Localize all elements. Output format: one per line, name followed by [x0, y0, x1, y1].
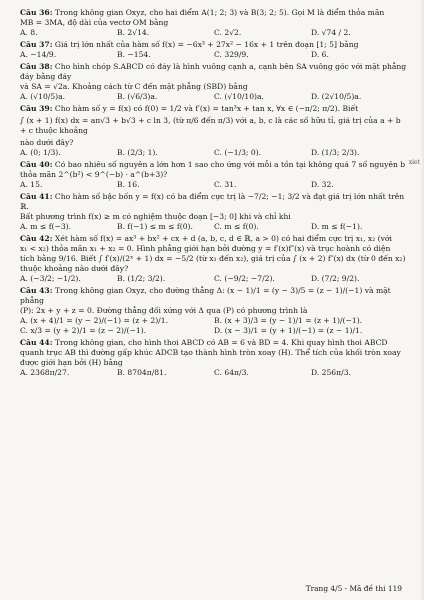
question-37: [20, 40, 408, 60]
question-label: Câu 39:: [20, 104, 53, 113]
option-c: C. 31.: [214, 180, 237, 189]
question-label: Câu 37:: [20, 40, 53, 49]
option-d: D. 6.: [311, 50, 329, 59]
question-text: quanh trục AB thì đường gấp khúc ADCB tạo thành hình tròn xoay (H). Thể tích của khối tròn xoay: [20, 348, 401, 357]
question-text: Có bao nhiêu số nguyên a lớn hơn 1 sao cho ứng với mỗi a tồn tại không quá 7 số nguyên b: [54, 160, 406, 169]
option-c: C. (−1/3; 0).: [214, 148, 262, 157]
option-a: A. (√10/5)a.: [20, 92, 66, 101]
question-label: Câu 38:: [20, 62, 53, 71]
margin-note: xiet: [408, 159, 420, 166]
option-b: B. (√6/3)a.: [117, 92, 158, 101]
option-c: C. x/3 = (y + 2)/1 = (z − 2)/(−1).: [20, 326, 147, 335]
question-text: Trong không gian Oxyz, cho đường thẳng Δ: (x − 1)/1 = (y − 3)/5 = (z − 1)/(−1) và mặt phẳng: [20, 286, 391, 305]
question-text: được giới hạn bởi (H) bằng: [20, 358, 123, 367]
option-d: D. 32.: [311, 180, 334, 189]
question-text: nào dưới đây?: [20, 138, 74, 147]
question-text: MB = 3MA, độ dài của vectơ OM bằng: [20, 18, 169, 27]
question-text: Giá trị lớn nhất của hàm số f(x) = −6x³ + 27x² − 16x + 1 trên đoạn [1; 5] bằng: [54, 40, 359, 49]
question-41: [20, 192, 408, 232]
option-b: B. (1/2; 3/2).: [117, 274, 166, 283]
option-a: A. 8.: [20, 28, 38, 37]
option-c: C. 2√2.: [214, 28, 242, 37]
options-row: [20, 274, 408, 284]
option-b: B. (x + 3)/3 = (y − 1)/1 = (z + 1)/(−1).: [214, 316, 363, 325]
option-b: B. 16.: [117, 180, 140, 189]
question-label: Câu 43:: [20, 286, 53, 295]
options-row: [20, 28, 408, 38]
question-label: Câu 40:: [20, 160, 53, 169]
option-a: A. (−3/2; −1/2).: [20, 274, 81, 283]
options-row: [20, 92, 408, 102]
option-c: C. (−9/2; −7/2).: [214, 274, 275, 283]
option-d: D. √74 / 2.: [311, 28, 351, 37]
options-row: [20, 180, 408, 190]
options-row: [20, 50, 408, 60]
question-38: [20, 62, 408, 102]
question-text: Bất phương trình f(x) ≥ m có nghiệm thuộc đoạn [−3; 0] khi và chỉ khi: [20, 212, 291, 221]
question-text: tích bằng 9/16. Biết ∫ f′(x)/(2ˣ + 1) dx = −5/2 (từ x₁ đến x₂), giá trị của ∫ (x + 2) f″(x) dx (từ 0 đến x₂) thuộc khoảng nào dưới đây?: [20, 254, 406, 273]
question-40: [20, 160, 408, 190]
question-text: Trong không gian, cho hình thoi ABCD có AB = 6 và BD = 4. Khi quay hình thoi ABCD: [54, 338, 388, 347]
option-a: A. (x + 4)/1 = (y − 2)/(−1) = (z + 2)/1.: [20, 316, 168, 325]
option-d: D. (7/2; 9/2).: [311, 274, 360, 283]
option-c: C. (√10/10)a.: [214, 92, 264, 101]
question-text: Cho hàm số bậc bốn y = f(x) có ba điểm cực trị là −7/2; −1; 3/2 và đạt giá trị lớn nhất trên ℝ.: [20, 192, 405, 211]
question-label: Câu 41:: [20, 192, 53, 201]
integral-expression: ∫ (x + 1) f(x) dx = aπ√3 + b√3 + c ln 3, (từ π/6 đến π/3) với a, b, c là các số hữu tỉ, giá trị của a + b + c thuộc khoảng: [20, 116, 401, 135]
options-row: [20, 368, 408, 378]
option-b: B. f(−1) ≤ m ≤ f(0).: [117, 222, 193, 231]
question-text: Trong không gian Oxyz, cho hai điểm A(1; 2; 3) và B(3; 2; 5). Gọi M là điểm thỏa mãn: [54, 8, 385, 17]
option-d: D. (1/3; 2/3).: [311, 148, 360, 157]
option-b: B. −154.: [117, 50, 151, 59]
question-text: và SA = √2a. Khoảng cách từ C đến mặt phẳng (SBD) bằng: [20, 82, 248, 91]
option-c: C. m ≤ f(0).: [214, 222, 259, 231]
option-d: D. 256π/3.: [311, 368, 351, 377]
option-a: A. 15.: [20, 180, 43, 189]
option-a: A. 2368π/27.: [20, 368, 70, 377]
option-b: B. (2/3; 1).: [117, 148, 158, 157]
options-row: [20, 222, 408, 232]
option-c: C. 329/9.: [214, 50, 249, 59]
page-edge-shadow: [420, 0, 424, 600]
question-text: Cho hàm số y = f(x) có f(0) = 1/2 và f′(x) = tan³x + tan x, ∀x ∈ (−π/2; π/2). Biết: [54, 104, 359, 113]
question-text: x₁ < x₂) thỏa mãn x₁ + x₂ = 0. Hình phẳng giới hạn bởi đường y = f′(x)f″(x) và trục hoành có diện: [20, 244, 391, 253]
question-44: [20, 338, 408, 378]
question-text: (P): 2x + y + z = 0. Đường thẳng đối xứng với Δ qua (P) có phương trình là: [20, 306, 308, 315]
option-b: B. 8704π/81.: [117, 368, 167, 377]
question-label: Câu 36:: [20, 8, 53, 17]
question-43: [20, 286, 408, 336]
question-text: thỏa mãn 2^(b²) < 9^(−b) · a^(b+3)?: [20, 170, 168, 179]
option-a: A. −14/9.: [20, 50, 57, 59]
option-d: D. (x − 3)/1 = (y + 1)/(−1) = (z − 1)/1.: [214, 326, 363, 335]
question-text: Xét hàm số f(x) = ax³ + bx² + cx + d (a, b, c, d ∈ ℝ, a > 0) có hai điểm cực trị x₁, x₂ (với: [54, 234, 392, 243]
option-d: D. m ≤ f(−1).: [311, 222, 363, 231]
question-text: Cho hình chóp S.ABCD có đáy là hình vuông cạnh a, cạnh bên SA vuông góc với mặt phẳng đáy bằng đáy: [20, 62, 407, 81]
option-a: A. m ≤ f(−3).: [20, 222, 72, 231]
option-a: A. (0; 1/3).: [20, 148, 61, 157]
options-grid: [20, 316, 408, 336]
question-label: Câu 44:: [20, 338, 53, 347]
option-c: C. 64π/3.: [214, 368, 249, 377]
options-row: [20, 148, 408, 158]
question-42: [20, 234, 408, 284]
page-footer: Trang 4/5 - Mã đề thi 119: [305, 584, 402, 593]
question-label: Câu 42:: [20, 234, 53, 243]
option-d: D. (2√10/5)a.: [311, 92, 362, 101]
question-39: [20, 104, 408, 158]
question-36: [20, 8, 408, 38]
option-b: B. 2√14.: [117, 28, 150, 37]
